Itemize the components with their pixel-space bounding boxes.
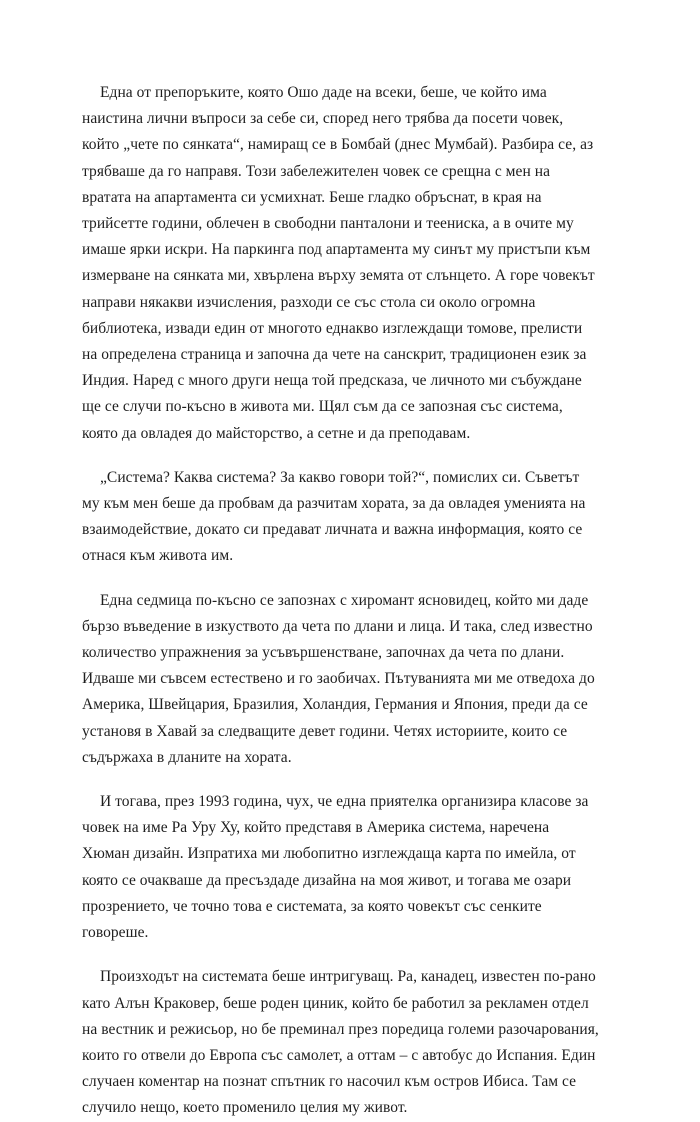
paragraph-1: Една от препоръките, която Ошо даде на всеки, беше, че който има наистина лични въпроси за себе си, според него трябва да посети човек, който „чете по сянката“, намиращ се в Бомбай (днес Мумбай). Разбира се, аз трябваше да го направя. Този забележителен човек се срещна с мен на вратата на апартамента си усмихнат. Беше гладко обръснат, в края на трийсетте години, облечен в свободни панталони и теениска, а в очите му имаше ярки искри. На паркинга под апартамента му синът му пристъпи към измерване на сянката ми, хвърлена върху земята от слънцето. А горе човекът направи някакви изчисления, разходи се със стола си около огромна библиотека, извади един от многото еднакво изглеждащи томове, прелисти на определена страница и започна да чете на санскрит, традиционен език за Индия. Наред с много други неща той предсказа, че личното ми събуждане ще се случи по-късно в живота ми. Щял съм да се запозная със система, която да овладея до майсторство, а сетне и да преподавам. xyxy=(82,84,595,442)
paragraph-4: И тогава, през 1993 година, чух, че една приятелка организира класове за човек на име Ра Уру Ху, който представя в Америка система, наречена Хюман дизайн. Изпратиха ми любопитно изглеждаща карта по имейла, от която се очакваше да пресъздаде дизайна на моя живот, и тогава ме озари прозрението, че точно това е системата, за която човекът със сенките говореше. xyxy=(82,793,589,942)
paragraph-2: „Система? Каква система? За какво говори той?“, помислих си. Съветът му към мен беше да пробвам да разчитам хората, за да овладея уменията на взаимодействие, докато си предават личната и важна информация, която се отнася към живота им. xyxy=(82,468,586,565)
paragraph-3: Една седмица по-късно се запознах с хиромант ясновидец, който ми даде бързо въведение в изкуството да чета по длани и лица. И така, след известно количество упражнения за усъвършенстване, започнах да чета по длани. Идваше ми съвсем естествено и го заобичах. Пътуванията ми ме отведоха до Америка, Швейцария, Бразилия, Холандия, Германия и Япония, преди да се установя в Хавай за следващите девет години. Четях историите, които се съдържаха в дланите на хората. xyxy=(82,591,595,766)
paragraph-5: Произходът на системата беше интригуващ. Ра, канадец, известен по-рано като Алън Краковер, беше роден циник, който бе работил за рекламен отдел на вестник и режисьор, но бе преминал през поредица големи разочарования, които го отвели до Европа със самолет, а оттам – с автобус до Испания. Един случаен коментар на познат спътник го насочил към остров Ибиса. Там се случило нещо, което променило целия му живот. xyxy=(82,968,599,1117)
